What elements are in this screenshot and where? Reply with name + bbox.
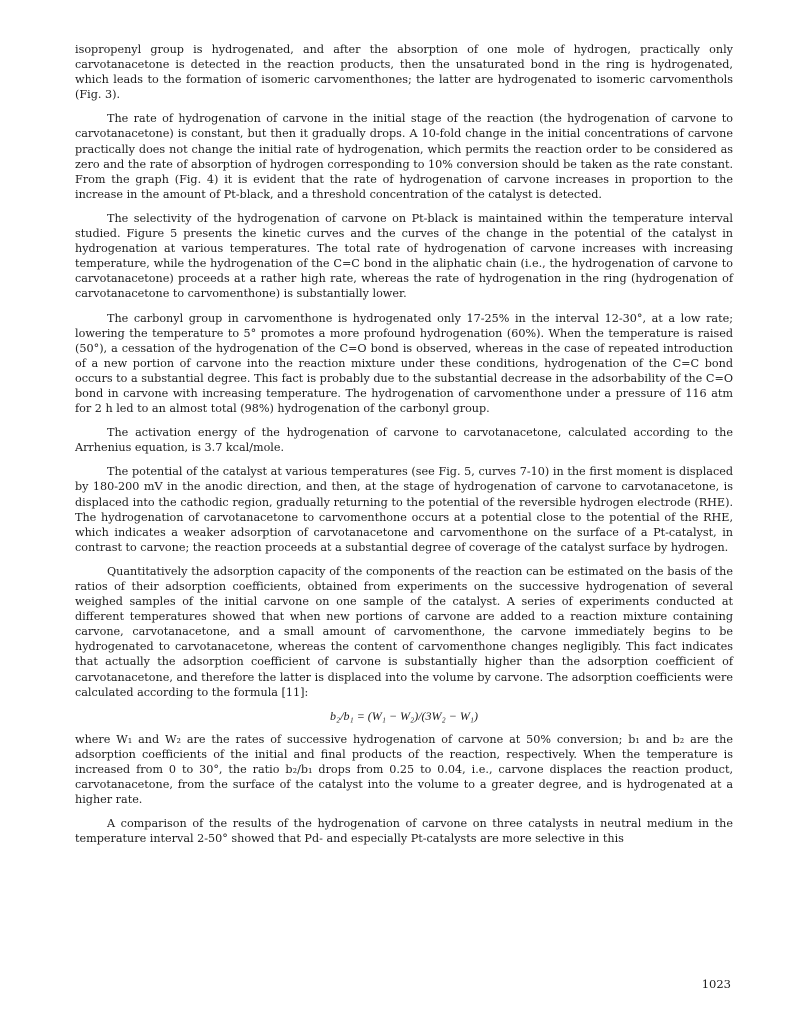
page-number: 1023 [701, 977, 731, 991]
body-text [75, 42, 733, 856]
paragraph: The selectivity of the hydrogenation of carvone on Pt-black is maintained within the temperature interval studied. Figure 5 presents the kinetic curves and the curves of the change in the potential of the catalyst in hydrogenation at various temperatures. The total rate of hydrogenation of carvone increases with increasing temperature, while the hydrogenation of the C=C bond in the aliphatic chain (i.e., the hydrogenation of carvone to carvotanacetone) proceeds at a rather high rate, whereas the rate of hydrogenation in the ring (hydrogenation of carvotanacetone to carvomenthone) is substantially lower. [75, 211, 733, 301]
paragraph: The rate of hydrogenation of carvone in the initial stage of the reaction (the hydrogenation of carvone to carvotanacetone) is constant, but then it gradually drops. A 10-fold change in the initial concentrations of carvone practically does not change the initial rate of hydrogenation, which permits the reaction order to be considered as zero and the rate of absorption of hydrogen corresponding to 10% conversion should be taken as the rate constant. From the graph (Fig. 4) it is evident that the rate of hydrogenation of carvone increases in proportion to the increase in the amount of Pt-black, and a threshold concentration of the catalyst is detected. [75, 112, 733, 201]
adsorption-formula: b₂/b₁ = (W₁ − W₂)/(3W₂ − W₁) [330, 708, 478, 723]
formula-explanation-paragraph: where W₁ and W₂ are the rates of successive hydrogenation of carvone at 50% conversion; b₁ and b₂ are the adsorption coefficients of the initial and final products of the reaction, respectively. When the temperature is increased from 0 to 30°, the ratio b₂/b₁ drops from 0.25 to 0.04, i.e., carvone displaces the reaction product, carvotanacetone, from the surface of the catalyst into the volume to a greater degree, and is hydrogenated at a higher rate. [75, 732, 733, 807]
paragraph: A comparison of the results of the hydrogenation of carvone on three catalysts in neutral medium in the temperature interval 2-50° showed that Pd- and especially Pt-catalysts are more selective in this [75, 817, 733, 846]
paragraph: isopropenyl group is hydrogenated, and after the absorption of one mole of hydrogen, practically only carvotanacetone is detected in the reaction products, then the unsaturated bond in the ring is hydrogenated, which leads to the formation of isomeric carvomenthones; the latter are hydrogenated to isomeric carvomenthols (Fig. 3). [75, 43, 733, 102]
paragraph: The potential of the catalyst at various temperatures (see Fig. 5, curves 7-10) in the first moment is displaced by 180-200 mV in the anodic direction, and then, at the stage of hydrogenation of carvone to carvotanacetone, is displaced into the cathodic region, gradually returning to the potential of the reversible hydrogen electrode (RHE). The hydrogenation of carvotanacetone to carvomenthone occurs at a potential close to the potential of the RHE, which indicates a weaker adsorption of carvotanacetone and carvomenthone on the surface of a Pt-catalyst, in contrast to carvone; the reaction proceeds at a substantial degree of coverage of the catalyst surface by hydrogen. [75, 465, 733, 554]
paragraph: The carbonyl group in carvomenthone is hydrogenated only 17-25% in the interval 12-30°, at a low rate; lowering the temperature to 5° promotes a more profound hydrogenation (60%). When the temperature is raised (50°), a cessation of the hydrogenation of the C=O bond is observed, whereas in the case of repeated introduction of a new portion of carvone into the reaction mixture under these conditions, hydrogenation of the C=C bond occurs to a substantial degree. This fact is probably due to the substantial decrease in the adsorbability of the C=O bond in carvone with increasing temperature. The hydrogenation of carvomenthone under a pressure of 116 atm for 2 h led to an almost total (98%) hydrogenation of the carbonyl group. [75, 311, 733, 416]
paragraph: Quantitatively the adsorption capacity of the components of the reaction can be estimated on the basis of the ratios of their adsorption coefficients, obtained from experiments on the successive hydrogenation of several weighed samples of the initial carvone on one sample of the catalyst. A series of experiments conducted at different temperatures showed that when new portions of carvone are added to a reaction mixture containing carvone, carvotanacetone, and a small amount of carvomenthone, the carvone immediately begins to be hydrogenated to carvotanacetone, whereas the content of carvomenthone changes negligibly. This fact indicates that actually the adsorption coefficient of carvone is substantially higher than the adsorption coefficient of carvotanacetone, and therefore the latter is displaced into the volume by carvone. The adsorption coefficients were calculated according to the formula [11]: [75, 564, 733, 699]
paragraph: The activation energy of the hydrogenation of carvone to carvotanacetone, calculated according to the Arrhenius equation, is 3.7 kcal/mole. [75, 426, 733, 455]
